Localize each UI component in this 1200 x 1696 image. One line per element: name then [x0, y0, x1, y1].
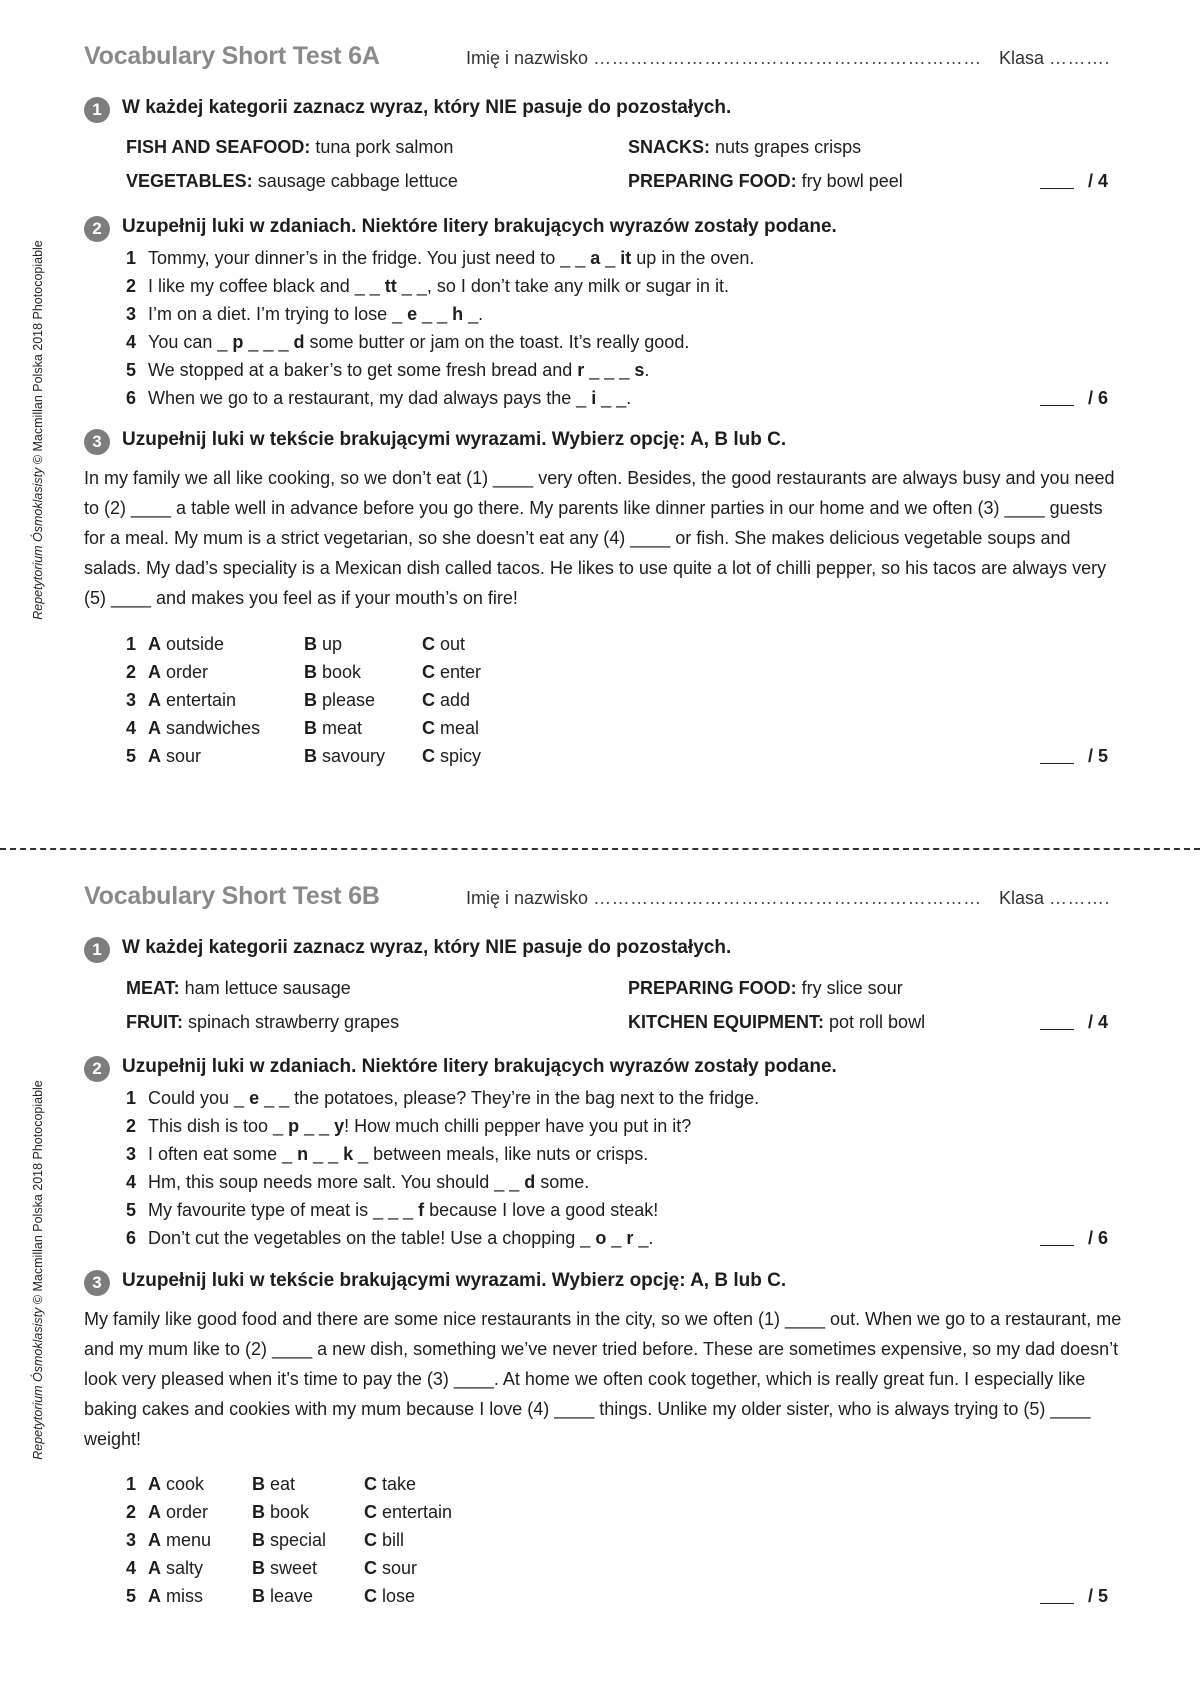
option-c[interactable]: C add	[422, 690, 471, 710]
option-b[interactable]: B eat	[252, 1474, 296, 1494]
sentence-item: 5 We stopped at a baker’s to get some fresh bread and r _ _ _ s.	[126, 360, 650, 380]
task-number-badge: 1	[84, 937, 110, 963]
option-row: 4 A sandwiches	[126, 718, 261, 738]
option-c[interactable]: C lose	[364, 1586, 416, 1606]
option-row: 5 A miss	[126, 1586, 204, 1606]
gap-fill-text-b: My family like good food and there are some nice restaurants in the city, so we often (1) ____ out. When we go to a restaurant, me and my mum like to (2) ____ a new dish, something we’ve never tried before. These are sometimes expensive, so my dad doesn’t look very pleased when it’s time to pay the (3) ____. At home we often cook together, which is really great fun. I especially like baking cakes and cookies with my mum because I love (4) ____ things. Unlike my older sister, who is always trying to (5) ____ weight!	[84, 1309, 1122, 1449]
option-b[interactable]: B savoury	[304, 746, 386, 766]
task3-instruction-a: 3 Uzupełnij luki w tekście brakującymi wyrazami. Wybierz opcję: A, B lub C.	[84, 429, 786, 455]
option-b[interactable]: B up	[304, 634, 343, 654]
sentence-item: 5 My favourite type of meat is _ _ _ f because I love a good steak!	[126, 1200, 659, 1220]
option-b[interactable]: B special	[252, 1530, 327, 1550]
category-item: PREPARING FOOD: fry slice sour	[628, 978, 903, 998]
task2-instruction-a: 2 Uzupełnij luki w zdaniach. Niektóre litery brakujących wyrazów zostały podane.	[84, 216, 837, 242]
sentence-item: 4 You can _ p _ _ _ d some butter or jam on the toast. It’s really good.	[126, 332, 690, 352]
name-field-b[interactable]: Imię i nazwisko ………………………………………………………	[466, 888, 982, 908]
option-b[interactable]: B meat	[304, 718, 363, 738]
option-row: 4 A salty	[126, 1558, 204, 1578]
test-title-b: Vocabulary Short Test 6B	[84, 882, 380, 910]
option-c[interactable]: C take	[364, 1474, 417, 1494]
task-number-badge: 3	[84, 1270, 110, 1296]
category-item: PREPARING FOOD: fry bowl peel	[628, 171, 903, 191]
task-number-badge: 2	[84, 1056, 110, 1082]
option-row: 2 A order	[126, 1502, 209, 1522]
option-b[interactable]: B book	[304, 662, 362, 682]
option-c[interactable]: C spicy	[422, 746, 482, 766]
option-row: 3 A menu	[126, 1530, 212, 1550]
task-number-badge: 2	[84, 216, 110, 242]
score-field[interactable]: / 6	[1040, 1228, 1108, 1249]
sentence-item: 1 Could you _ e _ _ the potatoes, please? They’re in the bag next to the fridge.	[126, 1088, 760, 1108]
cut-line-divider	[0, 848, 1200, 850]
score-field[interactable]: / 4	[1040, 1012, 1108, 1033]
option-row: 3 A entertain	[126, 690, 237, 710]
option-row: 1 A cook	[126, 1474, 205, 1494]
task-number-badge: 3	[84, 429, 110, 455]
category-item: FRUIT: spinach strawberry grapes	[126, 1012, 400, 1032]
category-item: MEAT: ham lettuce sausage	[126, 978, 351, 998]
option-c[interactable]: C sour	[364, 1558, 418, 1578]
task1-instruction-a: 1 W każdej kategorii zaznacz wyraz, który NIE pasuje do pozostałych.	[84, 97, 731, 123]
option-row: 1 A outside	[126, 634, 225, 654]
category-item: VEGETABLES: sausage cabbage lettuce	[126, 171, 458, 191]
option-b[interactable]: B please	[304, 690, 376, 710]
sentence-item: 6 Don’t cut the vegetables on the table! Use a chopping _ o _ r _.	[126, 1228, 654, 1248]
option-row: 2 A order	[126, 662, 209, 682]
sentence-item: 2 This dish is too _ p _ _ y! How much chilli pepper have you put in it?	[126, 1116, 692, 1136]
class-field-b[interactable]: Klasa ……….	[999, 888, 1111, 908]
category-item: KITCHEN EQUIPMENT: pot roll bowl	[628, 1012, 926, 1032]
score-field[interactable]: / 4	[1040, 171, 1108, 192]
option-c[interactable]: C enter	[422, 662, 482, 682]
task-number-badge: 1	[84, 97, 110, 123]
option-row: 5 A sour	[126, 746, 202, 766]
score-field[interactable]: / 5	[1040, 1586, 1108, 1607]
sentence-item: 4 Hm, this soup needs more salt. You should _ _ d some.	[126, 1172, 590, 1192]
task2-instruction-b: 2 Uzupełnij luki w zdaniach. Niektóre litery brakujących wyrazów zostały podane.	[84, 1056, 837, 1082]
option-c[interactable]: C bill	[364, 1530, 405, 1550]
sentence-item: 1 Tommy, your dinner’s in the fridge. You just need to _ _ a _ it up in the oven.	[126, 248, 755, 268]
option-b[interactable]: B sweet	[252, 1558, 318, 1578]
option-c[interactable]: C meal	[422, 718, 480, 738]
score-field[interactable]: / 6	[1040, 388, 1108, 409]
category-item: SNACKS: nuts grapes crisps	[628, 137, 862, 157]
task1-instruction-b: 1 W każdej kategorii zaznacz wyraz, który NIE pasuje do pozostałych.	[84, 937, 731, 963]
name-field-a[interactable]: Imię i nazwisko ………………………………………………………	[466, 48, 982, 68]
option-c[interactable]: C entertain	[364, 1502, 453, 1522]
sentence-item: 3 I often eat some _ n _ _ k _ between meals, like nuts or crisps.	[126, 1144, 649, 1164]
sentence-item: 2 I like my coffee black and _ _ tt _ _, so I don’t take any milk or sugar in it.	[126, 276, 729, 296]
score-field[interactable]: / 5	[1040, 746, 1108, 767]
sentence-item: 6 When we go to a restaurant, my dad always pays the _ i _ _.	[126, 388, 632, 408]
option-c[interactable]: C out	[422, 634, 466, 654]
task3-instruction-b: 3 Uzupełnij luki w tekście brakującymi wyrazami. Wybierz opcję: A, B lub C.	[84, 1270, 786, 1296]
test-title-a: Vocabulary Short Test 6A	[84, 42, 380, 70]
class-field-a[interactable]: Klasa ……….	[999, 48, 1111, 68]
option-b[interactable]: B book	[252, 1502, 310, 1522]
option-b[interactable]: B leave	[252, 1586, 314, 1606]
gap-fill-text-a: In my family we all like cooking, so we don’t eat (1) ____ very often. Besides, the good restaurants are always busy and you need to (2) ____ a table well in advance before you go there. My parents like dinner parties in our home and we often (3) ____ guests for a meal. My mum is a strict vegetarian, so she doesn’t eat any (4) ____ or fish. She makes delicious vegetable soups and salads. My dad’s speciality is a Mexican dish called tacos. He likes to use quite a lot of chilli pepper, so his tacos are always very (5) ____ and makes you feel as if your mouth’s on fire!	[84, 468, 1115, 608]
category-item: FISH AND SEAFOOD: tuna pork salmon	[126, 137, 454, 157]
sentence-item: 3 I’m on a diet. I’m trying to lose _ e _ _ h _.	[126, 304, 484, 324]
